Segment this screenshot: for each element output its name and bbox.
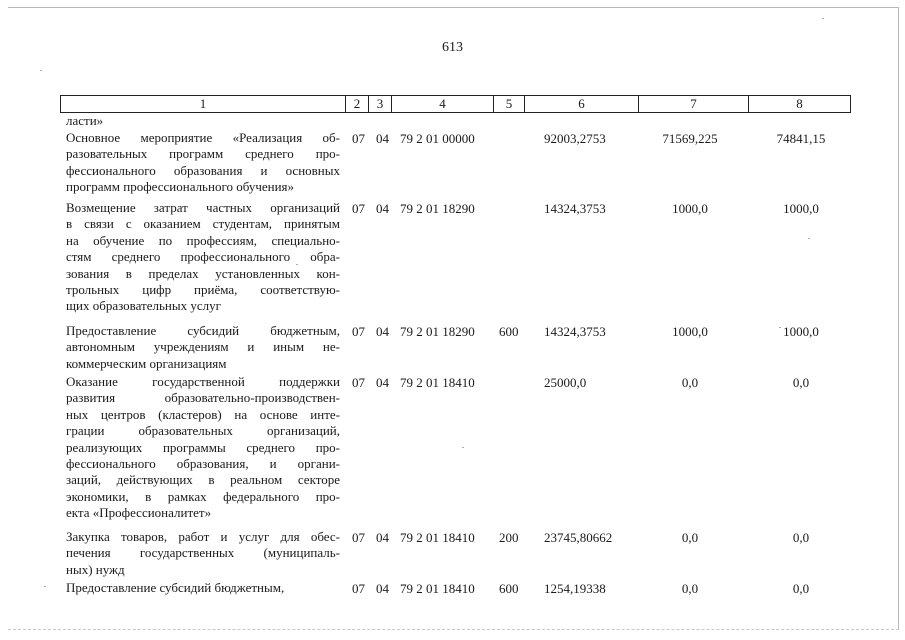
description-line: Основное мероприятие «Реализация об- xyxy=(66,130,340,145)
cell-c3: 04 xyxy=(376,581,389,596)
cell-c2: 07 xyxy=(352,131,365,146)
cell-c2: 07 xyxy=(352,324,365,339)
description-line: Возмещение затрат частных организаций xyxy=(66,200,340,215)
header-col-3: 3 xyxy=(368,96,391,112)
page-border-top xyxy=(8,7,899,8)
cell-c4: 79 2 01 00000 xyxy=(400,131,475,146)
header-col-7: 7 xyxy=(638,96,748,112)
scan-speck xyxy=(822,18,824,19)
cell-c2: 07 xyxy=(352,530,365,545)
description-line: реализующих программы среднего про- xyxy=(66,439,340,455)
description-line: грации образовательных организаций, xyxy=(66,423,340,439)
row-description xyxy=(66,374,340,522)
cell-c6: 25000,0 xyxy=(544,375,587,390)
description-line: печения государственных (муниципаль- xyxy=(66,545,340,561)
cell-c6: 1254,19338 xyxy=(544,581,606,596)
page-number: 613 xyxy=(442,40,463,55)
scan-speck xyxy=(779,327,781,328)
description-line: ных центров (кластеров) на основе инте- xyxy=(66,406,340,422)
cell-c7: 0,0 xyxy=(681,375,699,390)
cell-c3: 04 xyxy=(376,324,389,339)
cell-c6: 23745,80662 xyxy=(544,530,613,545)
row-description xyxy=(66,130,340,196)
cell-c6: 14324,3753 xyxy=(544,324,606,339)
cell-c8: 1000,0 xyxy=(783,201,819,216)
description-line: развития образовательно-производствен- xyxy=(66,390,340,406)
description-line: на обучение по профессиям, специально- xyxy=(66,232,340,248)
scan-speck xyxy=(44,586,46,587)
cell-c7: 0,0 xyxy=(681,581,699,596)
cell-c4: 79 2 01 18410 xyxy=(400,581,475,596)
cell-c3: 04 xyxy=(376,375,389,390)
cell-c2: 07 xyxy=(352,201,365,216)
header-col-2: 2 xyxy=(345,96,368,112)
description-line: Предоставление субсидий бюджетным, xyxy=(66,323,340,338)
row-description xyxy=(66,580,340,596)
cell-c5: 200 xyxy=(499,530,519,545)
cell-c4: 79 2 01 18410 xyxy=(400,530,475,545)
cell-c5: 600 xyxy=(499,324,519,339)
description-line: автономным учреждениям и иным не- xyxy=(66,339,340,355)
scan-speck xyxy=(462,447,464,448)
description-line: программ профессионального обучения» xyxy=(66,179,295,195)
row-description xyxy=(66,200,340,315)
cell-c3: 04 xyxy=(376,131,389,146)
cell-c7: 1000,0 xyxy=(672,324,708,339)
description-line: Закупка товаров, работ и услуг для обес- xyxy=(66,529,340,544)
header-col-8: 8 xyxy=(748,96,850,112)
cell-c4: 79 2 01 18410 xyxy=(400,375,475,390)
cell-c2: 07 xyxy=(352,581,365,596)
description-line: Предоставление субсидий бюджетным, xyxy=(66,580,285,595)
scan-speck xyxy=(808,238,810,239)
page-border-bottom xyxy=(8,629,899,630)
description-line: в связи с оказанием студентам, принятым xyxy=(66,216,340,232)
description-line: Оказание государственной поддержки xyxy=(66,374,340,389)
description-line: заций, действующих в реальном секторе xyxy=(66,472,340,488)
cell-c6: 92003,2753 xyxy=(544,131,606,146)
description-line: коммерческим организациям xyxy=(66,355,227,371)
description-line: ных) нужд xyxy=(66,561,125,577)
description-line: екта «Профессионалитет» xyxy=(66,505,212,521)
description-line: ласти» xyxy=(66,113,104,128)
cell-c3: 04 xyxy=(376,201,389,216)
description-line: трольных цифр приёма, соответствую- xyxy=(66,282,340,298)
cell-c8: 0,0 xyxy=(792,581,810,596)
header-col-4: 4 xyxy=(391,96,493,112)
description-line: стям среднего профессионального обра- xyxy=(66,249,340,265)
cell-c4: 79 2 01 18290 xyxy=(400,324,475,339)
cell-c7: 0,0 xyxy=(681,530,699,545)
cell-c4: 79 2 01 18290 xyxy=(400,201,475,216)
row-description xyxy=(66,113,340,129)
page-border-right xyxy=(898,7,899,629)
description-line: фессионального образования, и органи- xyxy=(66,456,340,472)
header-col-5: 5 xyxy=(493,96,524,112)
cell-c6: 14324,3753 xyxy=(544,201,606,216)
scan-speck xyxy=(296,264,298,265)
cell-c7: 71569,225 xyxy=(662,131,718,146)
description-line: разовательных программ среднего про- xyxy=(66,146,340,162)
cell-c8: 0,0 xyxy=(792,375,810,390)
description-line: экономики, в рамках федерального про- xyxy=(66,488,340,504)
cell-c8: 74841,15 xyxy=(776,131,826,146)
cell-c3: 04 xyxy=(376,530,389,545)
row-description xyxy=(66,323,340,372)
scan-speck xyxy=(40,70,42,71)
cell-c7: 1000,0 xyxy=(672,201,708,216)
cell-c8: 0,0 xyxy=(792,530,810,545)
header-col-1: 1 xyxy=(199,96,207,111)
row-description xyxy=(66,529,340,578)
cell-c2: 07 xyxy=(352,375,365,390)
description-line: щих образовательных услуг xyxy=(66,298,221,314)
description-line: фессионального образования и основных xyxy=(66,162,340,178)
cell-c5: 600 xyxy=(499,581,519,596)
header-col-6: 6 xyxy=(524,96,638,112)
cell-c8: 1000,0 xyxy=(783,324,819,339)
table-header xyxy=(60,95,851,113)
description-line: зования в пределах установленных кон- xyxy=(66,265,340,281)
